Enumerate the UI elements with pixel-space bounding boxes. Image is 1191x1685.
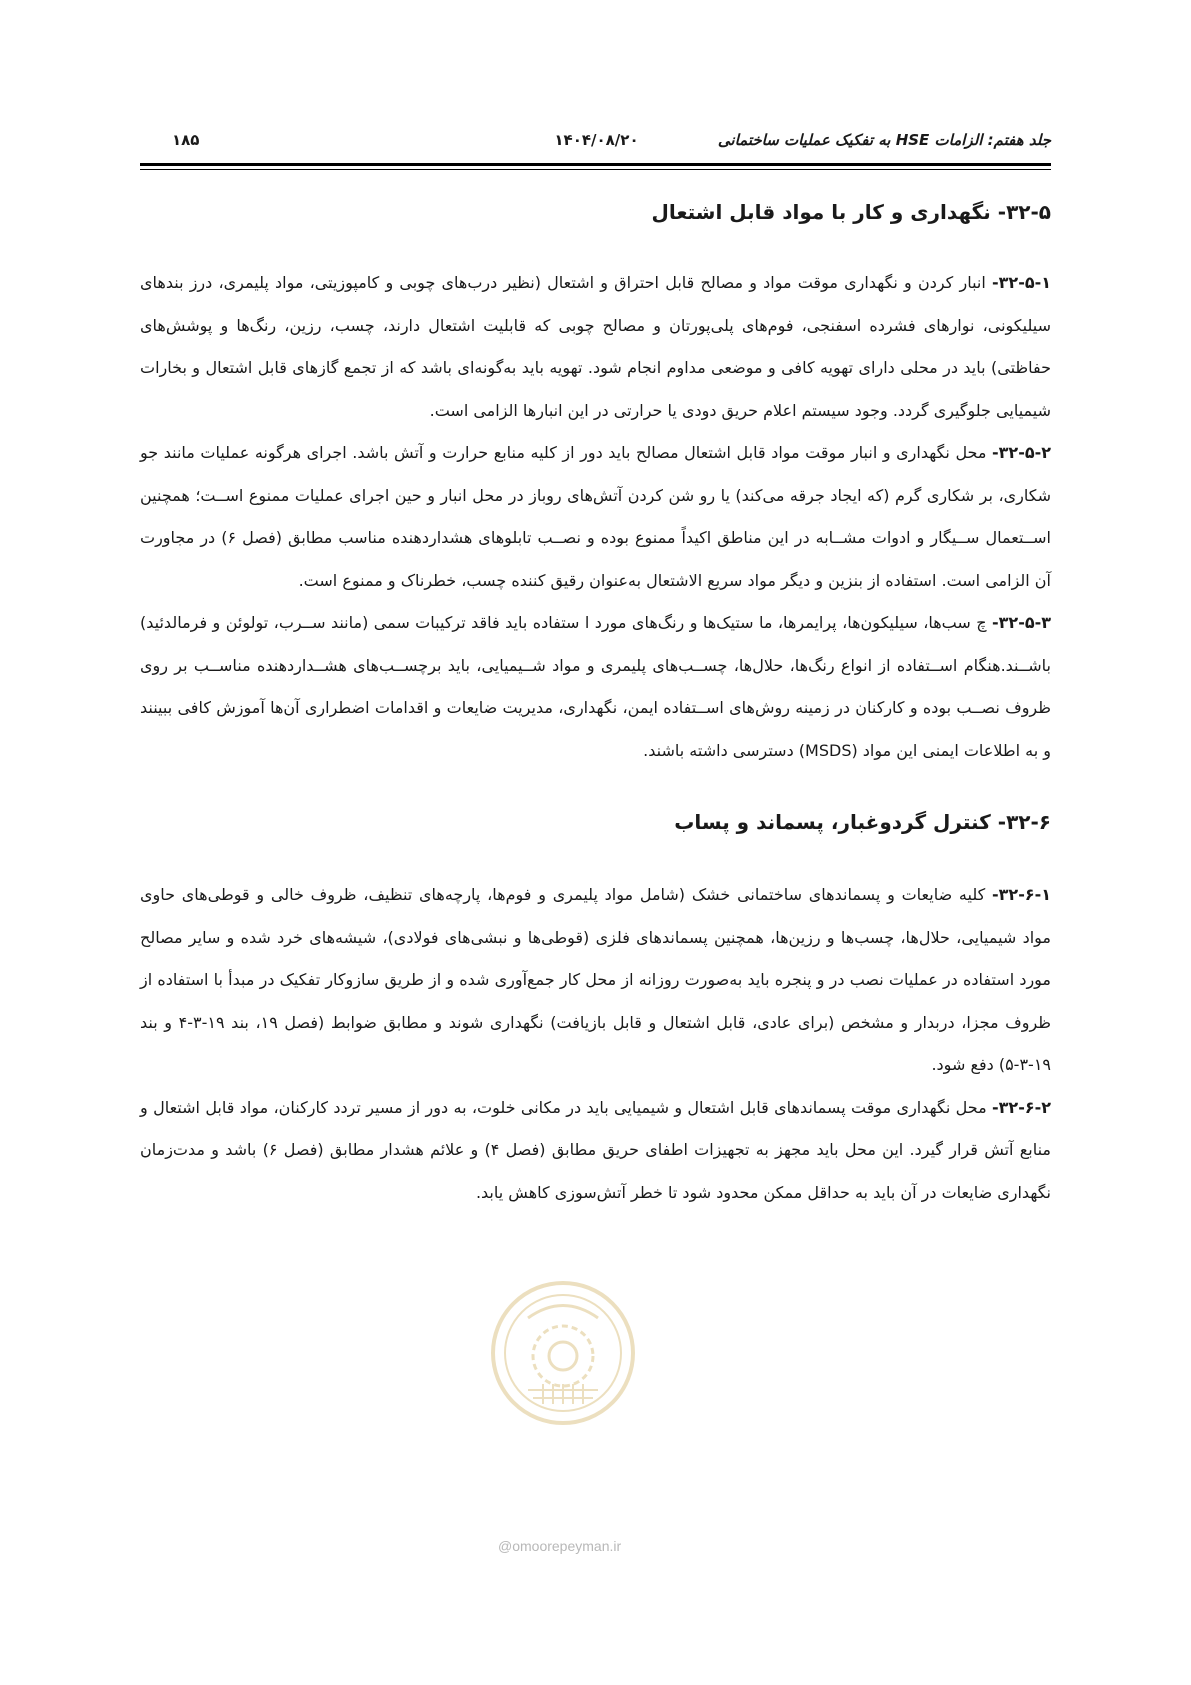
paragraph-text: کلیه ضایعات و پسماندهای ساختمانی خشک (شامل مواد پلیمری و فوم‌ها، پارچه‌های تنظیف، ظروف خالی و قوطی‌های حاوی مواد شیمیایی، حلال‌ها، چسب‌ها و رزین‌ها، همچنین پسماندهای فلزی (قوطی‌ها و نبشی‌های فولادی)، شیشه‌های خرد شده و سایر مصالح مورد استفاده در عملیات نصب در و پنجره باید به‌صورت روزانه از محل کار جمع‌آوری شده و از طریق سازوکار تفکیک در مبدأ با استفاده از ظروف مجزا، دربدار و مشخص (برای عادی، قابل اشتعال و قابل بازیافت) نگهداری شوند و مطابق ضوابط (فصل ۱۹، بند ۱۹-۳-۴ و بند ۱۹-۳-۵) دفع شود. bbox=[140, 885, 1052, 1074]
clause-number: ۳۲-۶-۲- bbox=[992, 1097, 1051, 1117]
page-number: ۱۸۵ bbox=[172, 131, 200, 149]
paragraph bbox=[140, 874, 1051, 1087]
section-heading: ۳۲-۶- کنترل گردوغبار، پسماند و پساب bbox=[674, 810, 1051, 834]
paragraph-text: محل نگهداری موقت پسماندهای قابل اشتعال و شیمیایی باید در مکانی خلوت، به دور از مسیر تردد کارکنان، مواد قابل اشتعال و منابع آتش قرار گیرد. این محل باید مجهز به تجهیزات اطفای حریق مطابق (فصل ۴) و علائم هشدار مطابق (فصل ۶) باشد و مدت‌زمان نگهداری ضایعات در آن باید به حداقل ممکن محدود شود تا خطر آتش‌سوزی کاهش یابد. bbox=[140, 1097, 1052, 1202]
header-title: جلد هفتم: الزامات HSE به تفکیک عملیات ساختمانی bbox=[717, 131, 1051, 149]
clause-number: ۳۲-۵-۱- bbox=[992, 273, 1051, 292]
watermark-logo bbox=[488, 1278, 638, 1428]
paragraph-text: چ سب‌ها، سیلیکون‌ها، پرایمرها، ما ستیک‌ها و رنگ‌های مورد ا ستفاده باید فاقد ترکیبات سمی (مانند ســرب، تولوئن و فرمالدئید) باشــند.هنگام اســتفاده از انواع رنگ‌ها، حلال‌ها، چســب‌های پلیمری و مواد شــیمیایی، باید برچســب‌های هشــداردهنده مناســب بر روی ظروف نصــب بوده و کارکنان در زمینه روش‌های اســتفاده ایمن، نگهداری، مدیریت ضایعات و اقدامات اضطراری آن‌ها آموزش کافی ببینند و به اطلاعات ایمنی این مواد (MSDS) دسترسی داشته باشند. bbox=[140, 613, 1051, 760]
paragraph bbox=[140, 602, 1051, 772]
paragraph bbox=[140, 1087, 1051, 1215]
header-rule-thin bbox=[140, 169, 1051, 170]
paragraph bbox=[140, 262, 1051, 432]
header-rule-thick bbox=[140, 163, 1051, 166]
clause-number: ۳۲-۵-۲- bbox=[992, 443, 1051, 462]
document-body bbox=[140, 190, 1051, 1214]
clause-number: ۳۲-۶-۱- bbox=[992, 885, 1051, 904]
section-heading: ۳۲-۵- نگهداری و کار با مواد قابل اشتعال bbox=[651, 200, 1051, 224]
header-date: ۱۴۰۴/۰۸/۲۰ bbox=[554, 131, 639, 149]
watermark-url: @omoorepeyman.ir bbox=[498, 1538, 622, 1554]
page-header bbox=[142, 131, 1051, 155]
paragraph-text: انبار کردن و نگهداری موقت مواد و مصالح قابل احتراق و اشتعال (نظیر درب‌های چوبی و کامپوزیتی، مواد پلیمری، درز بندهای سیلیکونی، نوارهای فشرده اسفنجی، فوم‌های پلی‌پورتان و مصالح چوبی که قابلیت اشتعال دارند، چسب، رزین، رنگ‌ها و پوشش‌های حفاظتی) باید در محلی دارای تهویه کافی و موضعی مداوم انجام شود. تهویه باید به‌گونه‌ای باشد که از تجمع گازهای قابل اشتعال و بخارات شیمیایی جلوگیری گردد. وجود سیستم اعلام حریق دودی یا حرارتی در این انبارها الزامی است. bbox=[140, 273, 1051, 420]
paragraph-text: محل نگهداری و انبار موقت مواد قابل اشتعال مصالح باید دور از کلیه منابع حرارت و آتش باشد. اجرای هرگونه عملیات مانند جو شکاری، بر شکاری گرم (که ایجاد جرقه می‌کند) یا رو شن کردن آتش‌های روباز در محل انبار و حین اجرای عملیات ممنوع اســت؛ همچنین اســتعمال ســیگار و ادوات مشــابه در این مناطق اکیداً ممنوع بوده و نصــب تابلوهای هشداردهنده مناسب مطابق (فصل ۶) در مجاورت آن الزامی است. استفاده از بنزین و دیگر مواد سریع الاشتعال به‌عنوان رقیق کننده چسب، خطرناک و ممنوع است. bbox=[140, 443, 1051, 590]
paragraph bbox=[140, 432, 1051, 602]
clause-number: ۳۲-۵-۳- bbox=[992, 613, 1051, 632]
